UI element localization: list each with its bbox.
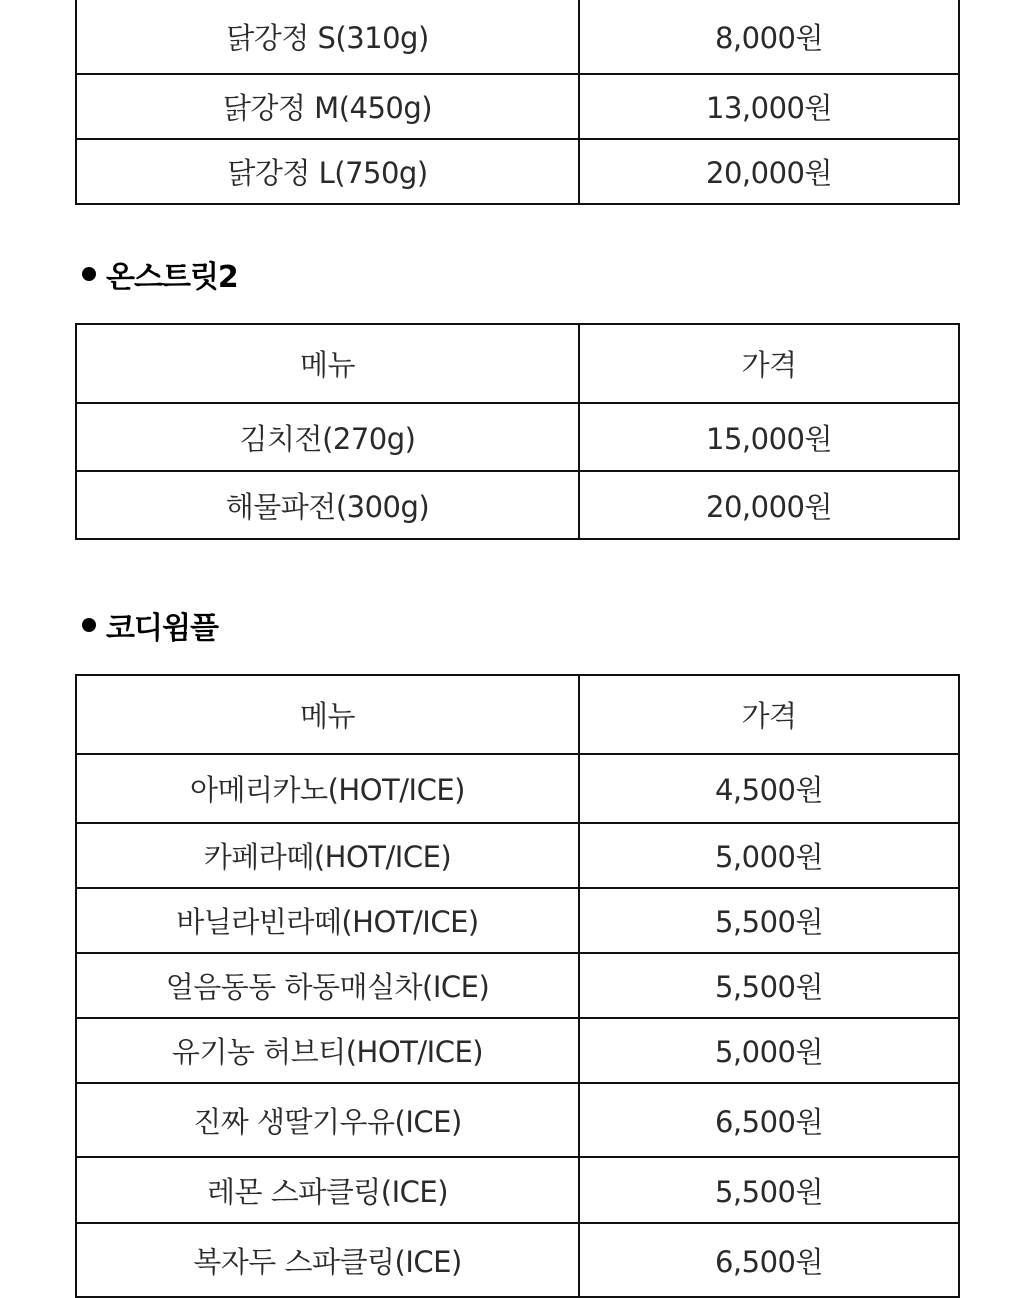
price-cell: 5,000원 xyxy=(579,1018,959,1083)
table-row xyxy=(76,74,959,139)
price-cell: 6,500원 xyxy=(579,1223,959,1297)
price-cell: 20,000원 xyxy=(579,139,959,204)
table-row xyxy=(76,888,959,953)
price-cell: 5,500원 xyxy=(579,888,959,953)
menu-cell: 카페라떼(HOT/ICE) xyxy=(76,823,579,888)
section-title-codiwimple xyxy=(82,603,218,647)
onstreet2-menu-table xyxy=(75,323,960,540)
table-row xyxy=(76,1083,959,1157)
price-cell: 5,000원 xyxy=(579,823,959,888)
price-cell: 20,000원 xyxy=(579,471,959,539)
table-row xyxy=(76,1223,959,1297)
menu-cell: 닭강정 L(750g) xyxy=(76,139,579,204)
menu-cell: 바닐라빈라떼(HOT/ICE) xyxy=(76,888,579,953)
table-header-row xyxy=(76,324,959,403)
header-price: 가격 xyxy=(579,324,959,403)
menu-cell: 해물파전(300g) xyxy=(76,471,579,539)
table-row xyxy=(76,754,959,823)
menu-cell: 유기농 허브티(HOT/ICE) xyxy=(76,1018,579,1083)
menu-cell: 닭강정 S(310g) xyxy=(76,0,579,74)
menu-cell: 레몬 스파클링(ICE) xyxy=(76,1157,579,1223)
section-title-onstreet2 xyxy=(82,252,238,296)
price-cell: 8,000원 xyxy=(579,0,959,74)
price-cell: 6,500원 xyxy=(579,1083,959,1157)
menu-cell: 아메리카노(HOT/ICE) xyxy=(76,754,579,823)
menu-cell: 김치전(270g) xyxy=(76,403,579,471)
price-cell: 15,000원 xyxy=(579,403,959,471)
bullet-icon xyxy=(82,618,96,632)
table-row xyxy=(76,139,959,204)
menu-cell: 진짜 생딸기우유(ICE) xyxy=(76,1083,579,1157)
header-menu: 메뉴 xyxy=(76,675,579,754)
header-menu: 메뉴 xyxy=(76,324,579,403)
price-cell: 13,000원 xyxy=(579,74,959,139)
table-row xyxy=(76,0,959,74)
bullet-icon xyxy=(82,267,96,281)
menu-cell: 복자두 스파클링(ICE) xyxy=(76,1223,579,1297)
chicken-menu-table xyxy=(75,0,960,205)
codiwimple-menu-table xyxy=(75,674,960,1298)
table-row xyxy=(76,953,959,1018)
table-row xyxy=(76,1018,959,1083)
table-row xyxy=(76,403,959,471)
price-cell: 5,500원 xyxy=(579,953,959,1018)
section-title-text: 온스트릿2 xyxy=(106,260,238,295)
header-price: 가격 xyxy=(579,675,959,754)
menu-cell: 닭강정 M(450g) xyxy=(76,74,579,139)
price-cell: 5,500원 xyxy=(579,1157,959,1223)
table-header-row xyxy=(76,675,959,754)
table-row xyxy=(76,823,959,888)
menu-cell: 얼음동동 하동매실차(ICE) xyxy=(76,953,579,1018)
table-row xyxy=(76,1157,959,1223)
section-title-text: 코디윔플 xyxy=(106,611,218,646)
table-row xyxy=(76,471,959,539)
price-cell: 4,500원 xyxy=(579,754,959,823)
